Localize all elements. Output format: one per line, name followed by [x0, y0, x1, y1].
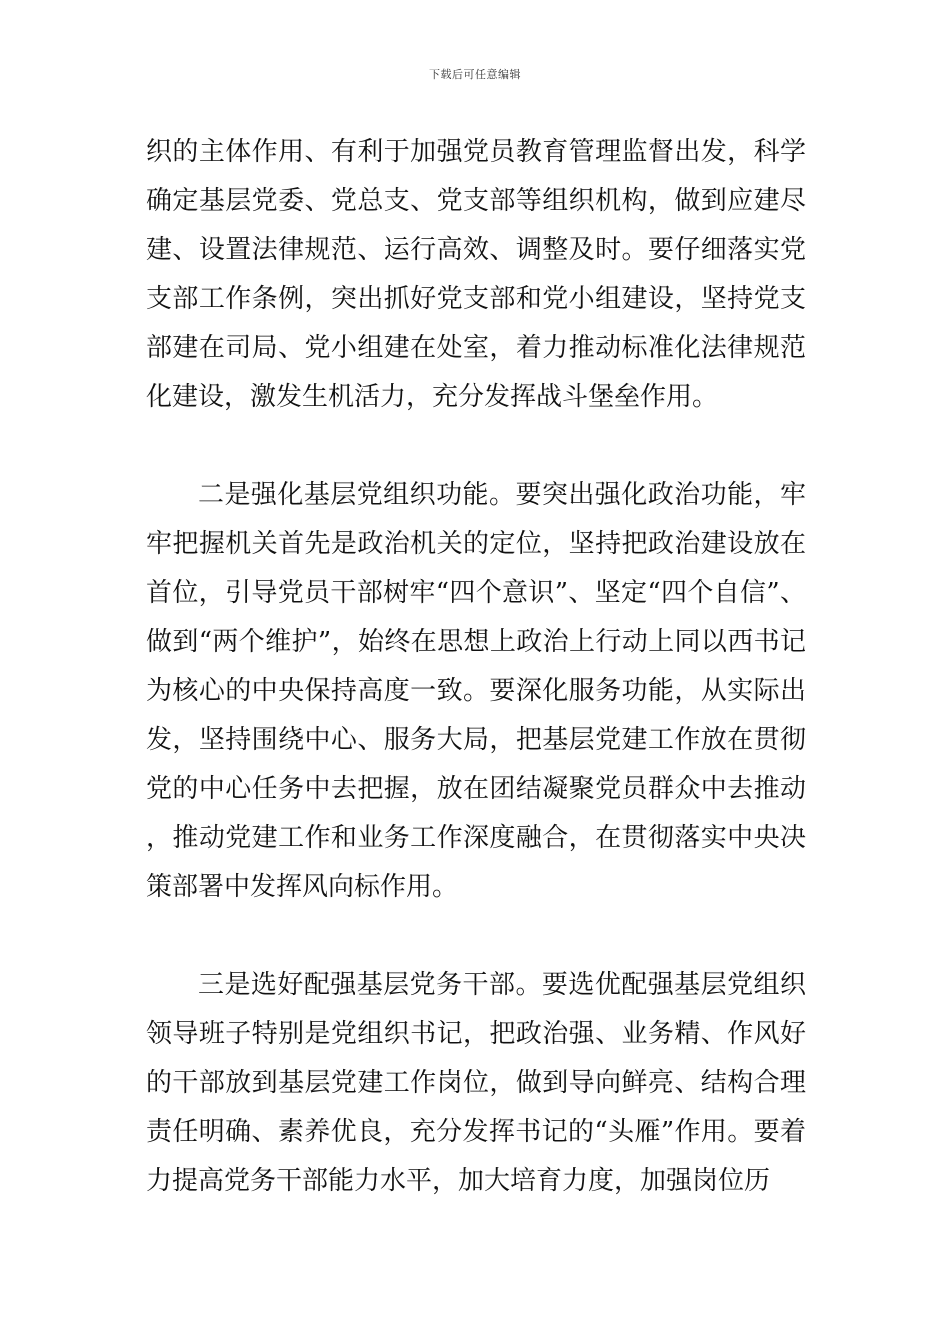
page-header-note: 下载后可任意编辑	[429, 68, 521, 81]
paragraph-gap	[146, 422, 806, 471]
paragraph-gap	[146, 912, 806, 961]
paragraph-1: 织的主体作用、有利于加强党员教育管理监督出发，科学确定基层党委、党总支、党支部等组织机构，做到应建尽建、设置法律规范、运行高效、调整及时。要仔细落实党支部工作条例，突出抓好党支部和党小组建设，坚持党支部建在司局、党小组建在处室，着力推动标准化法律规范化建设，激发生机活力，充分发挥战斗堡垒作用。	[146, 137, 806, 412]
paragraph-2: 二是强化基层党组织功能。要突出强化政治功能，牢牢把握机关首先是政治机关的定位，坚持把政治建设放在首位，引导党员干部树牢“四个意识”、坚定“四个自信”、做到“两个维护”，始终在思想上政治上行动上同以西书记为核心的中央保持高度一致。要深化服务功能，从实际出发，坚持围绕中心、服务大局，把基层党建工作放在贯彻党的中心任务中去把握，放在团结凝聚党员群众中去推动，推动党建工作和业务工作深度融合，在贯彻落实中央决策部署中发挥风向标作用。	[146, 480, 806, 902]
paragraph-3: 三是选好配强基层党务干部。要选优配强基层党组织领导班子特别是党组织书记，把政治强、业务精、作风好的干部放到基层党建工作岗位，做到导向鲜亮、结构合理责任明确、素养优良，充分发挥书记的“头雁”作用。要着力提高党务干部能力水平，加大培育力度，加强岗位历	[146, 970, 806, 1196]
document-body	[146, 128, 806, 1206]
